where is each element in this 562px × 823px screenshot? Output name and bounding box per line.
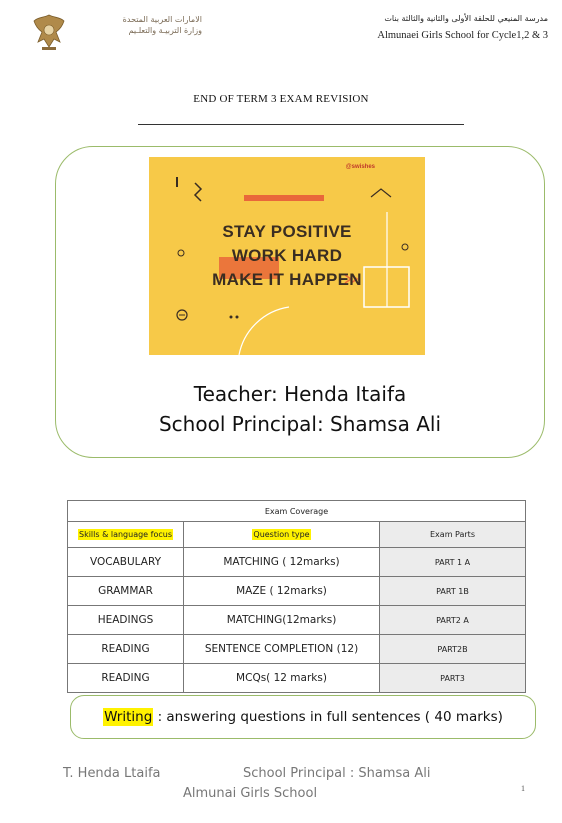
cell-question-type: MATCHING(12marks) xyxy=(184,606,380,635)
header-question-type xyxy=(184,522,380,548)
slogan-line-2: WORK HARD xyxy=(231,246,343,265)
writing-description: : answering questions in full sentences ( 40 marks) xyxy=(153,709,503,725)
writing-section xyxy=(70,695,536,739)
ministry-line-2: وزارة التربيـة والتعلـيم xyxy=(128,26,202,35)
header-skills-label: Skills & language focus xyxy=(78,530,172,539)
cell-question-type: MATCHING ( 12marks) xyxy=(184,548,380,577)
cell-question-type: MAZE ( 12marks) xyxy=(184,577,380,606)
table-row xyxy=(68,577,526,606)
cell-exam-part: PART2 A xyxy=(380,606,526,635)
cell-skill: VOCABULARY xyxy=(68,548,184,577)
school-name-arabic: مدرسة المنيعي للحلقة الأولى والثانية والثالثة بنات xyxy=(384,14,548,23)
cell-exam-part: PART 1B xyxy=(380,577,526,606)
exam-coverage-table xyxy=(67,500,526,693)
poster-slogan xyxy=(149,220,425,292)
uae-emblem-icon xyxy=(30,12,68,52)
page-number: 1 xyxy=(521,784,525,793)
principal-name: School Principal: Shamsa Ali xyxy=(158,412,441,436)
cell-skill: GRAMMAR xyxy=(68,577,184,606)
table-row xyxy=(68,606,526,635)
school-name-english: Almunaei Girls School for Cycle1,2 & 3 xyxy=(377,30,548,41)
footer-principal: School Principal : Shamsa Ali xyxy=(243,766,431,781)
header-skills xyxy=(68,522,184,548)
poster-brand: @swishes xyxy=(345,164,375,170)
ministry-name-arabic xyxy=(72,14,202,36)
title-underline xyxy=(138,124,464,125)
table-row xyxy=(68,664,526,693)
table-row xyxy=(68,548,526,577)
teacher-name: Teacher: Henda Itaifa xyxy=(193,382,407,406)
table-header-row xyxy=(68,522,526,548)
footer-school: Almunai Girls School xyxy=(183,786,318,801)
ministry-line-1: الامارات العربية المتحدة xyxy=(122,15,202,24)
header-exam-parts: Exam Parts xyxy=(380,522,526,548)
cell-question-type: MCQs( 12 marks) xyxy=(184,664,380,693)
slogan-line-3: MAKE IT HAPPEN xyxy=(212,270,362,289)
cell-skill: READING xyxy=(68,664,184,693)
cell-exam-part: PART 1 A xyxy=(380,548,526,577)
cell-exam-part: PART3 xyxy=(380,664,526,693)
slogan-line-1: STAY POSITIVE xyxy=(222,222,352,241)
table-row xyxy=(68,635,526,664)
writing-label: Writing xyxy=(104,709,153,725)
table-caption-row xyxy=(68,501,526,522)
motivation-poster xyxy=(149,157,425,355)
cell-skill: HEADINGS xyxy=(68,606,184,635)
footer-teacher: T. Henda Ltaifa xyxy=(63,766,161,781)
table-caption: Exam Coverage xyxy=(68,501,526,522)
cell-question-type: SENTENCE COMPLETION (12) xyxy=(184,635,380,664)
cell-skill: READING xyxy=(68,635,184,664)
header-question-type-label: Question type xyxy=(253,530,310,539)
exam-title: END OF TERM 3 EXAM REVISION xyxy=(193,93,369,105)
cell-exam-part: PART2B xyxy=(380,635,526,664)
